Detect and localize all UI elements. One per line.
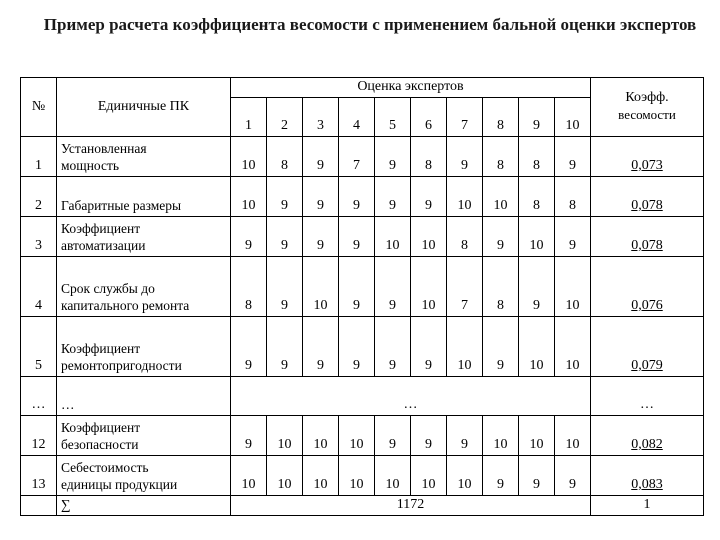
table-row: [21, 217, 704, 257]
score-cell: 9: [519, 257, 555, 317]
score-cell: 9: [411, 317, 447, 377]
score-cell: 9: [375, 177, 411, 217]
row-coef: 0,078: [591, 217, 704, 257]
score-cell: 9: [231, 217, 267, 257]
score-cell: 10: [231, 456, 267, 496]
score-cell: 9: [231, 317, 267, 377]
score-cell: 9: [375, 317, 411, 377]
header-expert-8: 8: [483, 98, 519, 137]
row-name: Себестоимость единицы продукции: [57, 456, 231, 496]
score-cell: 10: [231, 137, 267, 177]
page-title: Пример расчета коэффициента весомости с применением бальной оценки экспертов: [43, 15, 697, 34]
score-cell: 10: [555, 416, 591, 456]
score-cell: 10: [231, 177, 267, 217]
ellipsis-name: …: [57, 377, 231, 416]
score-cell: 10: [519, 217, 555, 257]
row-no: 1: [21, 137, 57, 177]
header-coef: Коэфф. весомости: [591, 78, 704, 137]
row-no: 12: [21, 416, 57, 456]
score-cell: 9: [519, 456, 555, 496]
score-cell: 10: [411, 217, 447, 257]
score-cell: 7: [447, 257, 483, 317]
score-cell: 8: [483, 257, 519, 317]
row-no: 4: [21, 257, 57, 317]
ellipsis-no: …: [21, 377, 57, 416]
score-cell: 8: [519, 137, 555, 177]
row-coef: 0,082: [591, 416, 704, 456]
score-cell: 8: [555, 177, 591, 217]
header-expert-4: 4: [339, 98, 375, 137]
row-name: Срок службы до капитального ремонта: [57, 257, 231, 317]
row-name: Габаритные размеры: [57, 177, 231, 217]
sum-no: [21, 496, 57, 516]
table-row: [21, 137, 704, 177]
expert-table: [20, 77, 704, 516]
header-expert-6: 6: [411, 98, 447, 137]
header-expert-9: 9: [519, 98, 555, 137]
row-coef: 0,083: [591, 456, 704, 496]
score-cell: 9: [231, 416, 267, 456]
row-coef: 0,078: [591, 177, 704, 217]
score-cell: 10: [303, 416, 339, 456]
score-cell: 10: [519, 416, 555, 456]
score-cell: 8: [483, 137, 519, 177]
score-cell: 10: [447, 456, 483, 496]
ellipsis-row: [21, 377, 704, 416]
score-cell: 9: [483, 456, 519, 496]
score-cell: 10: [447, 177, 483, 217]
score-cell: 9: [303, 317, 339, 377]
table-row: [21, 416, 704, 456]
score-cell: 9: [555, 137, 591, 177]
score-cell: 10: [483, 416, 519, 456]
score-cell: 9: [411, 416, 447, 456]
score-cell: 10: [555, 257, 591, 317]
score-cell: 9: [555, 217, 591, 257]
score-cell: 9: [303, 137, 339, 177]
row-name: Коэффициент автоматизации: [57, 217, 231, 257]
header-expert-3: 3: [303, 98, 339, 137]
score-cell: 10: [267, 456, 303, 496]
score-cell: 10: [555, 317, 591, 377]
row-coef: 0,079: [591, 317, 704, 377]
score-cell: 10: [519, 317, 555, 377]
score-cell: 10: [339, 416, 375, 456]
score-cell: 8: [267, 137, 303, 177]
header-expert-10: 10: [555, 98, 591, 137]
table-row: [21, 456, 704, 496]
score-cell: 9: [447, 137, 483, 177]
score-cell: 9: [267, 177, 303, 217]
score-cell: 10: [411, 257, 447, 317]
row-name: Коэффициент безопасности: [57, 416, 231, 456]
score-cell: 8: [519, 177, 555, 217]
table-row: [21, 257, 704, 317]
score-cell: 10: [375, 456, 411, 496]
row-no: 5: [21, 317, 57, 377]
score-cell: 9: [375, 416, 411, 456]
row-no: 3: [21, 217, 57, 257]
sum-row: [21, 496, 704, 516]
score-cell: 9: [375, 137, 411, 177]
row-name: Установленная мощность: [57, 137, 231, 177]
score-cell: 9: [447, 416, 483, 456]
score-cell: 9: [339, 217, 375, 257]
score-cell: 8: [411, 137, 447, 177]
header-expert-1: 1: [231, 98, 267, 137]
score-cell: 10: [339, 456, 375, 496]
score-cell: 10: [267, 416, 303, 456]
score-cell: 10: [483, 177, 519, 217]
score-cell: 9: [267, 217, 303, 257]
row-coef: 0,076: [591, 257, 704, 317]
sum-symbol: ∑: [57, 496, 231, 516]
sum-coef: 1: [591, 496, 704, 516]
row-name: Коэффициент ремонтопригодности: [57, 317, 231, 377]
header-expert-2: 2: [267, 98, 303, 137]
header-expert-7: 7: [447, 98, 483, 137]
header-no: №: [21, 78, 57, 137]
score-cell: 10: [303, 257, 339, 317]
score-cell: 10: [411, 456, 447, 496]
score-cell: 10: [303, 456, 339, 496]
score-cell: 8: [231, 257, 267, 317]
score-cell: 9: [339, 317, 375, 377]
score-cell: 9: [267, 317, 303, 377]
score-cell: 10: [447, 317, 483, 377]
header-expert-5: 5: [375, 98, 411, 137]
header-name: Единичные ПК: [57, 78, 231, 137]
header-experts: Оценка экспертов: [231, 78, 591, 98]
score-cell: 9: [555, 456, 591, 496]
score-cell: 8: [447, 217, 483, 257]
table-row: [21, 177, 704, 217]
ellipsis-coef: …: [591, 377, 704, 416]
score-cell: 7: [339, 137, 375, 177]
score-cell: 9: [483, 317, 519, 377]
ellipsis-scores: …: [231, 377, 591, 416]
score-cell: 9: [483, 217, 519, 257]
row-no: 2: [21, 177, 57, 217]
score-cell: 10: [375, 217, 411, 257]
score-cell: 9: [303, 217, 339, 257]
score-cell: 9: [375, 257, 411, 317]
score-cell: 9: [267, 257, 303, 317]
row-coef: 0,073: [591, 137, 704, 177]
score-cell: 9: [303, 177, 339, 217]
row-no: 13: [21, 456, 57, 496]
table-row: [21, 317, 704, 377]
score-cell: 9: [339, 177, 375, 217]
score-cell: 9: [411, 177, 447, 217]
score-cell: 9: [339, 257, 375, 317]
sum-total: 1172: [231, 496, 591, 516]
